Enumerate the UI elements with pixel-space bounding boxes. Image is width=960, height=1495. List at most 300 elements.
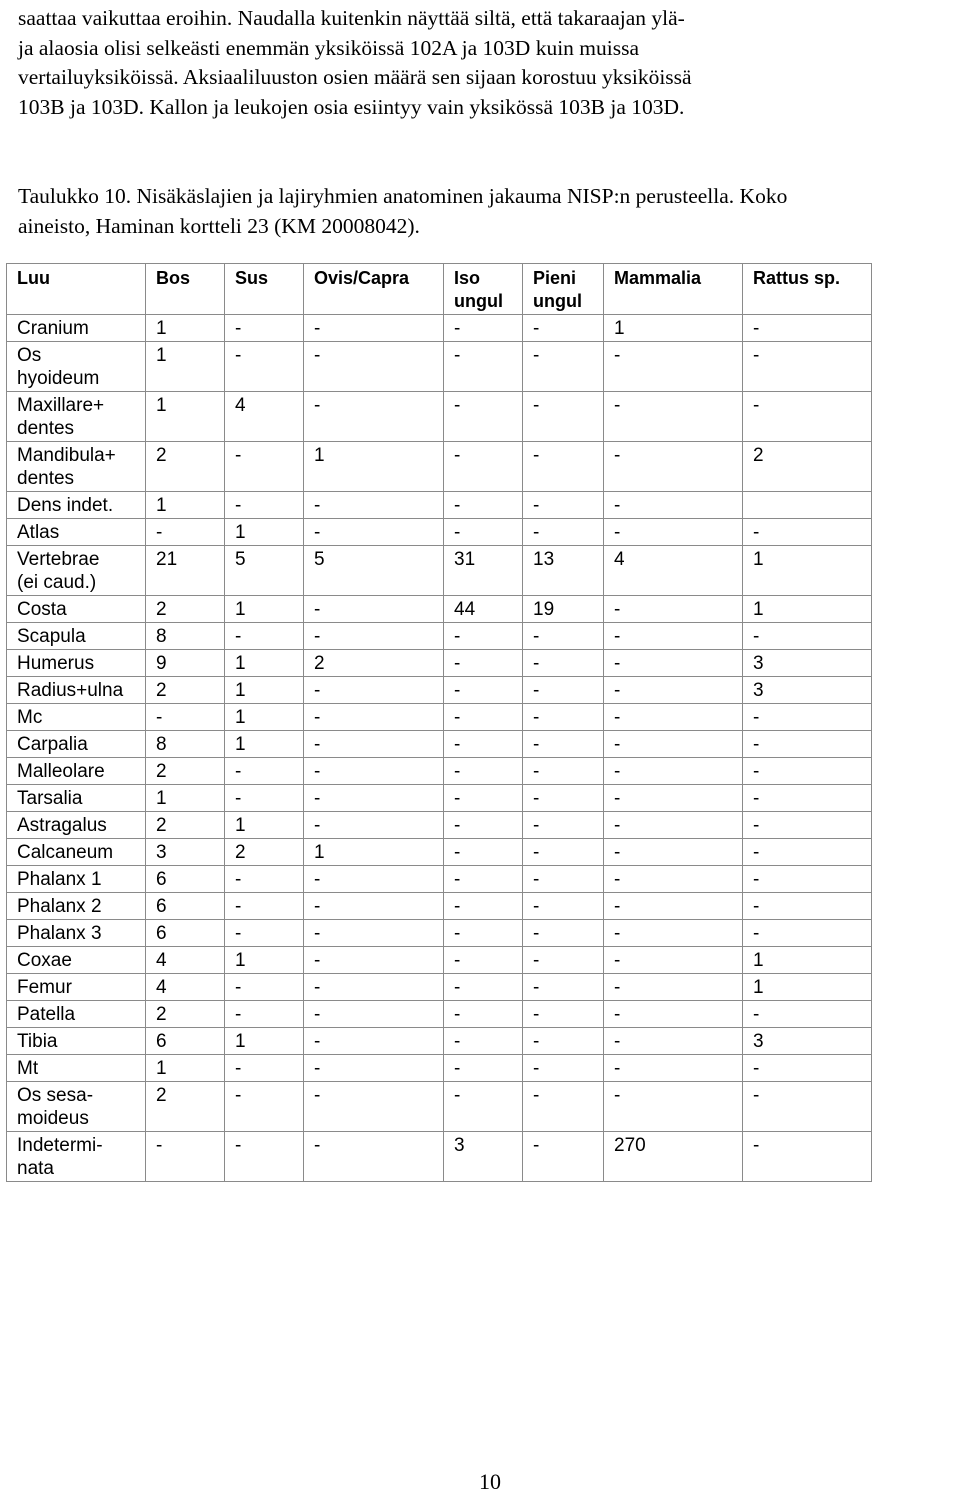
count-cell: 4 (225, 392, 304, 442)
count-cell: - (604, 596, 743, 623)
bone-name-text: (ei caud.) (17, 572, 97, 593)
table-row (7, 1001, 872, 1028)
table-row (7, 342, 872, 392)
count-cell: 1 (225, 677, 304, 704)
count-cell: - (523, 785, 604, 812)
bone-name-cell (7, 677, 146, 704)
count-cell: 1 (743, 974, 872, 1001)
count-cell: - (523, 1001, 604, 1028)
count-cell: 1 (146, 342, 225, 392)
bone-name-text: Tibia (17, 1031, 58, 1052)
count-cell: - (743, 342, 872, 392)
count-cell: - (523, 731, 604, 758)
count-cell: - (604, 704, 743, 731)
count-cell: - (523, 812, 604, 839)
count-cell: 44 (444, 596, 523, 623)
count-cell: 6 (146, 920, 225, 947)
count-cell: 270 (604, 1132, 743, 1182)
bone-name-text: dentes (17, 418, 75, 439)
count-cell: - (523, 920, 604, 947)
bone-name-cell (7, 546, 146, 596)
bone-name-cell (7, 1055, 146, 1082)
header-text: Ovis/Capra (314, 268, 410, 288)
bone-name-text: Os sesa- (17, 1085, 94, 1106)
count-cell: - (743, 893, 872, 920)
table-row (7, 650, 872, 677)
count-cell: - (523, 342, 604, 392)
count-cell: - (225, 342, 304, 392)
count-cell: - (444, 866, 523, 893)
table-row (7, 893, 872, 920)
header-row (7, 264, 872, 315)
table-row (7, 866, 872, 893)
bone-name-cell (7, 596, 146, 623)
count-cell: - (604, 731, 743, 758)
count-cell: 4 (146, 974, 225, 1001)
bone-name-text: Mandibula+ (17, 445, 116, 466)
count-cell: - (604, 866, 743, 893)
bone-name-cell (7, 1132, 146, 1182)
table-body (7, 315, 872, 1182)
paragraph-line: ja alaosia olisi selkeästi enemmän yksiköissä 102A ja 103D kuin muissa (18, 35, 640, 60)
table-caption (18, 182, 958, 241)
count-cell: 6 (146, 893, 225, 920)
count-cell: - (444, 704, 523, 731)
count-cell: - (604, 812, 743, 839)
count-cell: - (304, 731, 444, 758)
count-cell: - (225, 1082, 304, 1132)
bone-name-cell (7, 1028, 146, 1055)
bone-name-cell (7, 785, 146, 812)
table-row (7, 731, 872, 758)
paragraph-line: vertailuyksiköissä. Aksiaaliluuston osien määrä sen sijaan korostuu yksiköissä (18, 65, 692, 89)
count-cell: - (146, 519, 225, 546)
anatomy-table (6, 263, 872, 1182)
count-cell: - (523, 392, 604, 442)
count-cell: - (444, 342, 523, 392)
count-cell: - (743, 785, 872, 812)
count-cell: 1 (225, 731, 304, 758)
count-cell: 31 (444, 546, 523, 596)
bone-name-cell (7, 893, 146, 920)
count-cell: - (743, 392, 872, 442)
bone-name-text: Humerus (17, 653, 95, 674)
count-cell: - (604, 442, 743, 492)
bone-name-cell (7, 492, 146, 519)
count-cell: - (444, 731, 523, 758)
count-cell: - (444, 1028, 523, 1055)
bone-name-text: Cranium (17, 318, 89, 339)
count-cell: - (523, 758, 604, 785)
count-cell: - (523, 1028, 604, 1055)
table-row (7, 392, 872, 442)
table-row (7, 1055, 872, 1082)
header-text: ungul (454, 291, 503, 311)
table-row (7, 839, 872, 866)
count-cell: 9 (146, 650, 225, 677)
bone-name-text: Carpalia (17, 734, 88, 755)
count-cell: - (444, 920, 523, 947)
count-cell: - (604, 650, 743, 677)
count-cell: - (523, 1082, 604, 1132)
column-header (604, 264, 743, 315)
count-cell: - (444, 442, 523, 492)
count-cell: - (523, 519, 604, 546)
count-cell: - (304, 596, 444, 623)
count-cell: - (743, 519, 872, 546)
count-cell: 2 (146, 1001, 225, 1028)
count-cell: - (743, 704, 872, 731)
count-cell: 2 (146, 758, 225, 785)
bone-name-text: Mt (17, 1058, 39, 1079)
count-cell: 4 (604, 546, 743, 596)
table-row (7, 677, 872, 704)
table-row (7, 947, 872, 974)
count-cell: - (523, 442, 604, 492)
bone-name-cell (7, 342, 146, 392)
count-cell: - (304, 947, 444, 974)
caption-line: Taulukko 10. Nisäkäslajien ja lajiryhmien anatominen jakauma NISP:n perusteella. Koko (18, 184, 788, 208)
count-cell: - (225, 492, 304, 519)
table-row (7, 623, 872, 650)
bone-name-text: Patella (17, 1004, 76, 1025)
count-cell: - (225, 1132, 304, 1182)
bone-name-text: Coxae (17, 950, 72, 971)
count-cell: 1 (304, 442, 444, 492)
count-cell: 3 (743, 1028, 872, 1055)
bone-name-cell (7, 731, 146, 758)
count-cell: - (523, 492, 604, 519)
count-cell: - (523, 623, 604, 650)
count-cell: 1 (225, 519, 304, 546)
count-cell: 1 (225, 596, 304, 623)
bone-name-cell (7, 920, 146, 947)
count-cell: - (604, 947, 743, 974)
count-cell: - (743, 315, 872, 342)
count-cell: - (604, 1028, 743, 1055)
count-cell: - (604, 677, 743, 704)
paragraph-line: saattaa vaikuttaa eroihin. Naudalla kuitenkin näyttää siltä, että takaraajan ylä- (18, 6, 685, 30)
count-cell: 3 (743, 650, 872, 677)
count-cell: 8 (146, 623, 225, 650)
count-cell: - (304, 315, 444, 342)
count-cell: - (304, 392, 444, 442)
count-cell: 3 (743, 677, 872, 704)
count-cell: - (523, 947, 604, 974)
table-row (7, 920, 872, 947)
bone-name-cell (7, 623, 146, 650)
count-cell: - (523, 704, 604, 731)
bone-name-text: Calcaneum (17, 842, 114, 863)
bone-name-cell (7, 839, 146, 866)
count-cell: - (604, 623, 743, 650)
count-cell: 2 (743, 442, 872, 492)
header-text: Pieni (533, 268, 577, 288)
count-cell: - (604, 492, 743, 519)
count-cell: - (743, 1055, 872, 1082)
count-cell: - (444, 974, 523, 1001)
count-cell: - (604, 785, 743, 812)
count-cell: 1 (146, 1055, 225, 1082)
count-cell: 2 (225, 839, 304, 866)
count-cell: 2 (146, 1082, 225, 1132)
count-cell: - (523, 893, 604, 920)
count-cell: - (304, 704, 444, 731)
count-cell: 19 (523, 596, 604, 623)
header-text: Mammalia (614, 268, 702, 288)
table-row (7, 315, 872, 342)
count-cell: - (604, 342, 743, 392)
count-cell: - (604, 1001, 743, 1028)
count-cell: - (444, 758, 523, 785)
table-row (7, 596, 872, 623)
table-row (7, 785, 872, 812)
column-header (146, 264, 225, 315)
bone-name-cell (7, 704, 146, 731)
count-cell: - (743, 866, 872, 893)
bone-name-cell (7, 1082, 146, 1132)
count-cell: - (743, 731, 872, 758)
count-cell: - (225, 758, 304, 785)
count-cell: - (523, 650, 604, 677)
count-cell: - (743, 1082, 872, 1132)
column-header (523, 264, 604, 315)
table-row (7, 519, 872, 546)
count-cell: - (604, 893, 743, 920)
count-cell: - (444, 1082, 523, 1132)
bone-name-text: Mc (17, 707, 43, 728)
bone-name-text: Os (17, 345, 42, 366)
column-header (444, 264, 523, 315)
count-cell: 1 (604, 315, 743, 342)
bone-name-cell (7, 947, 146, 974)
column-header (743, 264, 872, 315)
count-cell: 1 (225, 1028, 304, 1055)
count-cell: - (444, 1001, 523, 1028)
count-cell: 2 (146, 596, 225, 623)
count-cell: - (444, 519, 523, 546)
table-row (7, 1132, 872, 1182)
bone-name-cell (7, 866, 146, 893)
bone-name-cell (7, 812, 146, 839)
count-cell: - (444, 812, 523, 839)
count-cell: - (523, 1055, 604, 1082)
count-cell (743, 492, 872, 519)
count-cell: 13 (523, 546, 604, 596)
count-cell: - (604, 519, 743, 546)
count-cell: - (444, 785, 523, 812)
count-cell: - (304, 812, 444, 839)
bone-name-cell (7, 392, 146, 442)
table-row (7, 1028, 872, 1055)
count-cell: - (304, 492, 444, 519)
count-cell: - (743, 1001, 872, 1028)
bone-name-cell (7, 442, 146, 492)
count-cell: - (304, 920, 444, 947)
count-cell: 21 (146, 546, 225, 596)
bone-name-text: Phalanx 2 (17, 896, 102, 917)
table-row (7, 442, 872, 492)
count-cell: - (225, 1055, 304, 1082)
body-paragraph (18, 4, 948, 122)
page-number: 10 (479, 1469, 501, 1494)
count-cell: 1 (225, 704, 304, 731)
count-cell: - (604, 974, 743, 1001)
bone-name-cell (7, 758, 146, 785)
count-cell: - (523, 839, 604, 866)
table-row (7, 758, 872, 785)
count-cell: - (604, 758, 743, 785)
count-cell: 3 (444, 1132, 523, 1182)
count-cell: 1 (225, 947, 304, 974)
count-cell: - (225, 974, 304, 1001)
count-cell: - (225, 623, 304, 650)
count-cell: - (304, 758, 444, 785)
column-header (304, 264, 444, 315)
count-cell: - (444, 315, 523, 342)
count-cell: 3 (146, 839, 225, 866)
bone-name-text: Scapula (17, 626, 86, 647)
count-cell: - (304, 866, 444, 893)
count-cell: - (444, 839, 523, 866)
count-cell: 1 (146, 785, 225, 812)
count-cell: 1 (146, 392, 225, 442)
count-cell: - (225, 1001, 304, 1028)
count-cell: - (304, 1082, 444, 1132)
count-cell: 2 (146, 677, 225, 704)
count-cell: - (604, 392, 743, 442)
count-cell: - (225, 785, 304, 812)
count-cell: 2 (304, 650, 444, 677)
table-row (7, 812, 872, 839)
count-cell: - (225, 893, 304, 920)
count-cell: - (523, 677, 604, 704)
count-cell: 2 (146, 442, 225, 492)
count-cell: 1 (743, 546, 872, 596)
bone-name-text: Phalanx 1 (17, 869, 102, 890)
count-cell: - (444, 1055, 523, 1082)
bone-name-text: Astragalus (17, 815, 107, 836)
count-cell: - (304, 342, 444, 392)
count-cell: - (743, 1132, 872, 1182)
count-cell: - (304, 1055, 444, 1082)
count-cell: - (304, 1132, 444, 1182)
table-row (7, 492, 872, 519)
bone-name-text: Radius+ulna (17, 680, 124, 701)
bone-name-text: Atlas (17, 522, 60, 543)
count-cell: - (225, 866, 304, 893)
bone-name-text: Maxillare+ (17, 395, 105, 416)
table-row (7, 704, 872, 731)
count-cell: 1 (304, 839, 444, 866)
bone-name-text: Tarsalia (17, 788, 83, 809)
header-text: ungul (533, 291, 582, 311)
count-cell: - (304, 677, 444, 704)
bone-name-text: Femur (17, 977, 72, 998)
count-cell: - (444, 677, 523, 704)
count-cell: - (523, 1132, 604, 1182)
count-cell: - (304, 1028, 444, 1055)
bone-name-text: Dens indet. (17, 495, 114, 516)
count-cell: - (304, 1001, 444, 1028)
column-header (7, 264, 146, 315)
count-cell: - (225, 442, 304, 492)
table-row (7, 974, 872, 1001)
count-cell: - (604, 1082, 743, 1132)
count-cell: 6 (146, 866, 225, 893)
count-cell: - (523, 974, 604, 1001)
count-cell: - (743, 623, 872, 650)
count-cell: - (146, 1132, 225, 1182)
bone-name-text: Indetermi- (17, 1135, 103, 1156)
bone-name-text: moideus (17, 1108, 89, 1129)
table-row (7, 546, 872, 596)
count-cell: - (444, 492, 523, 519)
bone-name-cell (7, 650, 146, 677)
count-cell: - (444, 623, 523, 650)
count-cell: - (604, 1055, 743, 1082)
count-cell: 6 (146, 1028, 225, 1055)
count-cell: 1 (225, 650, 304, 677)
bone-name-text: hyoideum (17, 368, 100, 389)
count-cell: - (444, 392, 523, 442)
bone-name-text: Vertebrae (17, 549, 100, 570)
count-cell: - (604, 920, 743, 947)
count-cell: - (743, 920, 872, 947)
count-cell: - (444, 650, 523, 677)
count-cell: 1 (743, 596, 872, 623)
count-cell: 1 (225, 812, 304, 839)
header-text: Rattus sp. (753, 268, 841, 288)
column-header (225, 264, 304, 315)
count-cell: - (743, 812, 872, 839)
count-cell: - (146, 704, 225, 731)
table-row (7, 1082, 872, 1132)
count-cell: - (304, 785, 444, 812)
bone-name-text: Costa (17, 599, 67, 620)
table-header (7, 264, 872, 315)
count-cell: 5 (225, 546, 304, 596)
bone-name-text: Malleolare (17, 761, 105, 782)
header-text: Iso (454, 268, 481, 288)
count-cell: 2 (146, 812, 225, 839)
count-cell: - (604, 839, 743, 866)
count-cell: - (444, 893, 523, 920)
count-cell: - (743, 758, 872, 785)
header-text: Luu (17, 268, 50, 288)
caption-line: aineisto, Haminan kortteli 23 (KM 20008042). (18, 213, 420, 238)
count-cell: - (523, 866, 604, 893)
count-cell: - (304, 623, 444, 650)
count-cell: - (304, 893, 444, 920)
bone-name-text: dentes (17, 468, 75, 489)
bone-name-text: nata (17, 1158, 54, 1179)
header-text: Bos (156, 268, 191, 288)
count-cell: 5 (304, 546, 444, 596)
count-cell: - (743, 839, 872, 866)
bone-name-text: Phalanx 3 (17, 923, 102, 944)
count-cell: 1 (743, 947, 872, 974)
count-cell: - (225, 920, 304, 947)
header-text: Sus (235, 268, 269, 288)
bone-name-cell (7, 1001, 146, 1028)
count-cell: - (444, 947, 523, 974)
count-cell: - (304, 519, 444, 546)
count-cell: - (225, 315, 304, 342)
count-cell: 4 (146, 947, 225, 974)
count-cell: - (523, 315, 604, 342)
paragraph-line: 103B ja 103D. Kallon ja leukojen osia esiintyy vain yksikössä 103B ja 103D. (18, 94, 685, 119)
